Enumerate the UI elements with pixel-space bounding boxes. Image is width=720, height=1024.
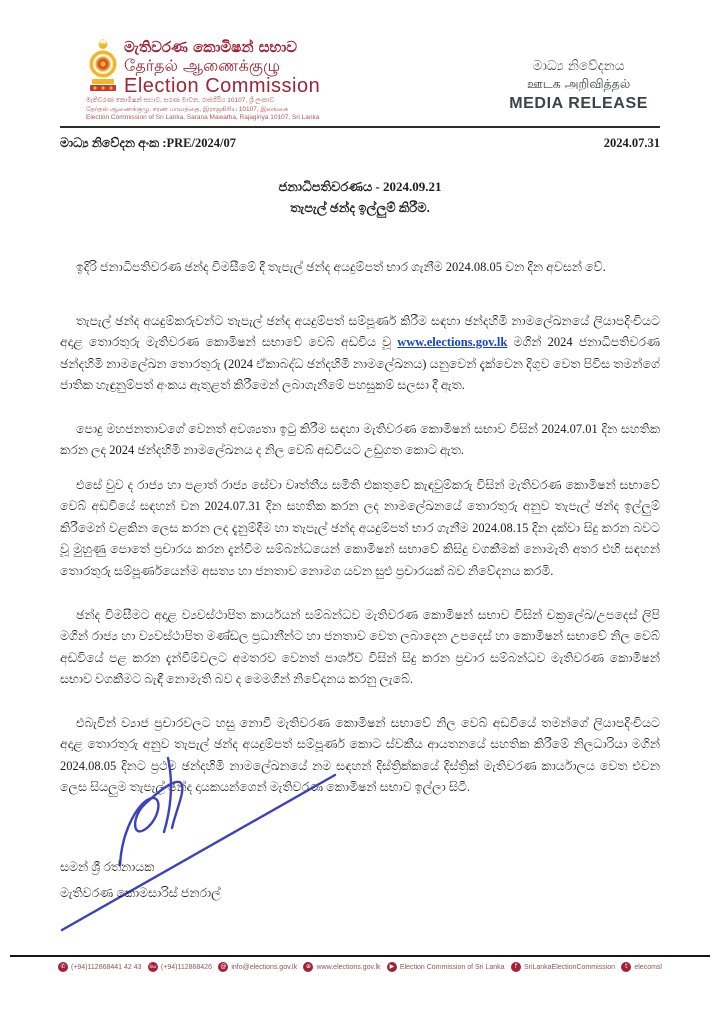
- footer-email-text: info@elections.gov.lk: [231, 963, 298, 971]
- signatory-block: [60, 854, 221, 906]
- email-icon: @: [220, 963, 227, 970]
- footer-email[interactable]: [218, 962, 297, 972]
- phone-icon: ✆: [58, 962, 68, 972]
- org-name-english: Election Commission: [124, 74, 321, 97]
- paragraph-register-upload: පොදු මහජනතාවගේ වෙනත් අවශ්‍යතා ඉටු කිරීම සඳහා මැතිවරණ කොමිෂන් සභාව විසින් 2024.07.01 දින සහතික කරන ලද 2024 ඡන්දහිමි නාමලේඛනය ද නිල වෙබ් අඩවියට උඩුගත කොට ඇත.: [60, 421, 660, 457]
- paragraph-final-request: එබැවින් ව්‍යාජ ප්‍රචාරවලට හසු නොවී මැතිවරණ කොමිෂන් සභාවේ නිල වෙබ් අඩවියේ තමන්ගේ ලියාපදිංචියට අදාළ තොරතුරු අනුව තැපැල් ඡන්ද අයදුම්පත් සම්පූර්ණ කොට ස්වකීය ආයතනයේ සහතික කිරීමේ නිලධාරියා මගින් 2024.08.05 දිනට ප්‍රථම ඡන්දහිමි නාමලේඛනයේ නම සඳහන් දිස්ත්‍රික්කයේ දිස්ත්‍රික් මැතිවරණ කාර්යාලය වෙත එවන ලෙස සියලුම තැපැල් ඡන්ද දායකයන්ගෙන් මැතිවරණ කොමිෂන් සභාව ඉල්ලා සිටී.: [60, 715, 660, 794]
- paragraph-false-notice-disclaimer: එසේ වුව ද රාජ්‍ය හා පළාත් රාජ්‍ය සේවා වෘත්තීය සමිති එකතුවේ කැඳවුම්කරු විසින් මැතිවරණ කොමිෂන් සභාවේ වෙබ් අඩවියේ සඳහන් වන 2024.07.31 දින සහතික කරන ලද නාමලේඛනයේ තොරතුරු අනුව තැපැල් ඡන්ද ඉල්ලුම් කිරීමෙන් වළකින ලෙස කරන ලද දැනුම්දීම හා තැපැල් ඡන්ද අයදුම්පත් භාර ගැනීම 2024.08.15 දින දක්වා සිදු කරන බවට වූ මුහුණු පොතේ ප්‍රචාරය කරන දැන්වීම සම්බන්ධයෙන් කොමිෂන් සභාවේ කිසිදු වගකීමක් නොමැති අතර එහි සඳහන් තොරතුරු සම්පූර්ණයෙන්ම අසත්‍ය හා ජනතාව නොමග යවන සුළු ප්‍රචාරයක් බව නිවේදනය කරමි.: [60, 477, 660, 578]
- election-commission-emblem-icon: [86, 38, 120, 94]
- footer-youtube-text: Election Commission of Sri Lanka: [399, 963, 505, 971]
- org-name-sinhala: මැතිවරණ කොමිෂන් සභාව: [124, 38, 298, 56]
- reference-row: [60, 136, 660, 151]
- org-address-sinhala: මැතිවරණ කොමිෂන් සභාව, සරණ මාවත, රාජගිරිය 10107, ශ්‍රී ලංකාව: [86, 97, 275, 104]
- footer-divider: [10, 955, 710, 957]
- footer-contact-row: [58, 962, 662, 972]
- globe-icon: ⊕: [303, 962, 313, 972]
- media-release-tamil: ஊடக அறிவித்தல்: [527, 76, 631, 91]
- header-divider: [60, 126, 660, 128]
- signatory-name: සමන් ශ්‍රී රත්නායක: [60, 860, 155, 874]
- org-name-block: [124, 40, 320, 97]
- footer-facebook-text: SriLankaElectionCommission: [523, 963, 615, 971]
- media-release-sinhala: මාධ්‍ය නිවේදනය: [532, 58, 625, 74]
- fax-icon: ℻: [149, 963, 157, 970]
- footer-twitter[interactable]: [621, 962, 662, 972]
- paragraph-responsibility-disclaimer: ඡන්ද විමසීමට අදාළ ව්‍යවස්ථාපිත කාර්යයන් සම්බන්ධව මැතිවරණ කොමිෂන් සභාව විසින් චක්‍රලේඛ/උපදෙස් ලිපි මගින් රාජ්‍ය හා ව්‍යවස්ථාපිත මණ්ඩල ප්‍රධානීන්ට හා ජනතාව වෙත ලබාදෙන උපදෙස් හා කොමිෂන් සභාවේ නිල වෙබ් අඩවියේ පළ කරන දැන්වීම්වලට අමතරව වෙනත් පාර්ශ්ව විසින් සිදු කරන ප්‍රචාර සම්බන්ධව මැතිවරණ කොමිෂන් සභාව වගකීමට බැඳී නොමැති බව ද මෙමගින් නිවේදනය කරනු ලැබේ.: [60, 607, 660, 686]
- paragraph-2-before-link: තැපැල් ඡන්ද අයදුම්කරුවන්ට තැපැල් ඡන්ද අයදුම්පත් සම්පූර්ණ කිරීම සඳහා ඡන්දහිමි නාමලේඛනයේ ලියාපදිංචියට අදාළ තොරතුරු මැතිවරණ කොමිෂන් සභාවේ වෙබ් අඩවිය වූ: [60, 313, 660, 349]
- media-release-english: MEDIA RELEASE: [509, 95, 648, 112]
- footer-phone-text: (+94)112868441 42 43: [71, 963, 142, 971]
- youtube-icon: ▶: [387, 962, 397, 972]
- document-title-line2: තැපැල් ඡන්ද ඉල්ලුම් කිරීම.: [290, 200, 430, 215]
- footer-phone[interactable]: [58, 962, 142, 972]
- org-name-tamil: தேர்தல் ஆணைக்குழு: [124, 55, 281, 75]
- document-date: 2024.07.31: [603, 136, 660, 150]
- footer-youtube[interactable]: [387, 962, 505, 972]
- org-address-english: Election Commission of Sri Lanka, Sarana Mawatha, Rajagiriya 10107, Sri Lanka: [86, 114, 320, 121]
- footer-fax-text: (+94)112868426: [160, 963, 212, 971]
- document-title: [60, 176, 660, 218]
- org-address-tamil: தேர்தல் ஆணைக்குழு, சரண மாவத்தை, இராஜகிரிய 10107, இலங்கை: [86, 105, 289, 113]
- footer-facebook[interactable]: [511, 962, 615, 972]
- reference-number: [60, 136, 236, 151]
- org-address-block: [86, 97, 356, 123]
- footer-twitter-text: elecomsl: [634, 963, 662, 971]
- twitter-icon: t: [621, 962, 631, 972]
- reference-value: PRE/2024/07: [166, 136, 236, 150]
- paragraph-website-instructions: [60, 311, 660, 423]
- signatory-designation: මැතිවරණ කොමසාරිස් ජනරාල්: [60, 886, 221, 900]
- paragraph-2-after-link: මගින් 2024 ජනාධිපතිවරණ ඡන්දහිමි නාමලේඛන තොරතුරු (2024 ඒකාබද්ධ ඡන්දහිමි නාමලේඛනය) යනුවෙන් දැක්වෙන දිගුව වෙත පිවිස තමන්ගේ ජාතික හැඳුනුම්පත් අංකය ඇතුළත් කිරීමෙන් ලබාගැනීමේ පහසුකම් සලසා දී ඇත.: [60, 335, 660, 392]
- footer-website-text: www.elections.gov.lk: [316, 963, 381, 971]
- facebook-icon: f: [511, 962, 521, 972]
- footer-website[interactable]: [303, 962, 380, 972]
- footer-fax[interactable]: [148, 962, 212, 972]
- reference-label: මාධ්‍ය නිවේදන අංක :: [60, 136, 167, 150]
- paragraph-deadline-notice: ඉදිරි ජනාධිපතිවරණ ඡන්ද විමසීමේ දී තැපැල් ඡන්ද අයදුම්පත් භාර ගැනීම 2024.08.05 වන දින අවසන් වේ.: [76, 259, 606, 274]
- elections-website-link[interactable]: www.elections.gov.lk: [397, 335, 508, 349]
- media-release-block: [509, 58, 648, 113]
- document-title-line1: ජනාධිපතිවරණය - 2024.09.21: [278, 179, 442, 194]
